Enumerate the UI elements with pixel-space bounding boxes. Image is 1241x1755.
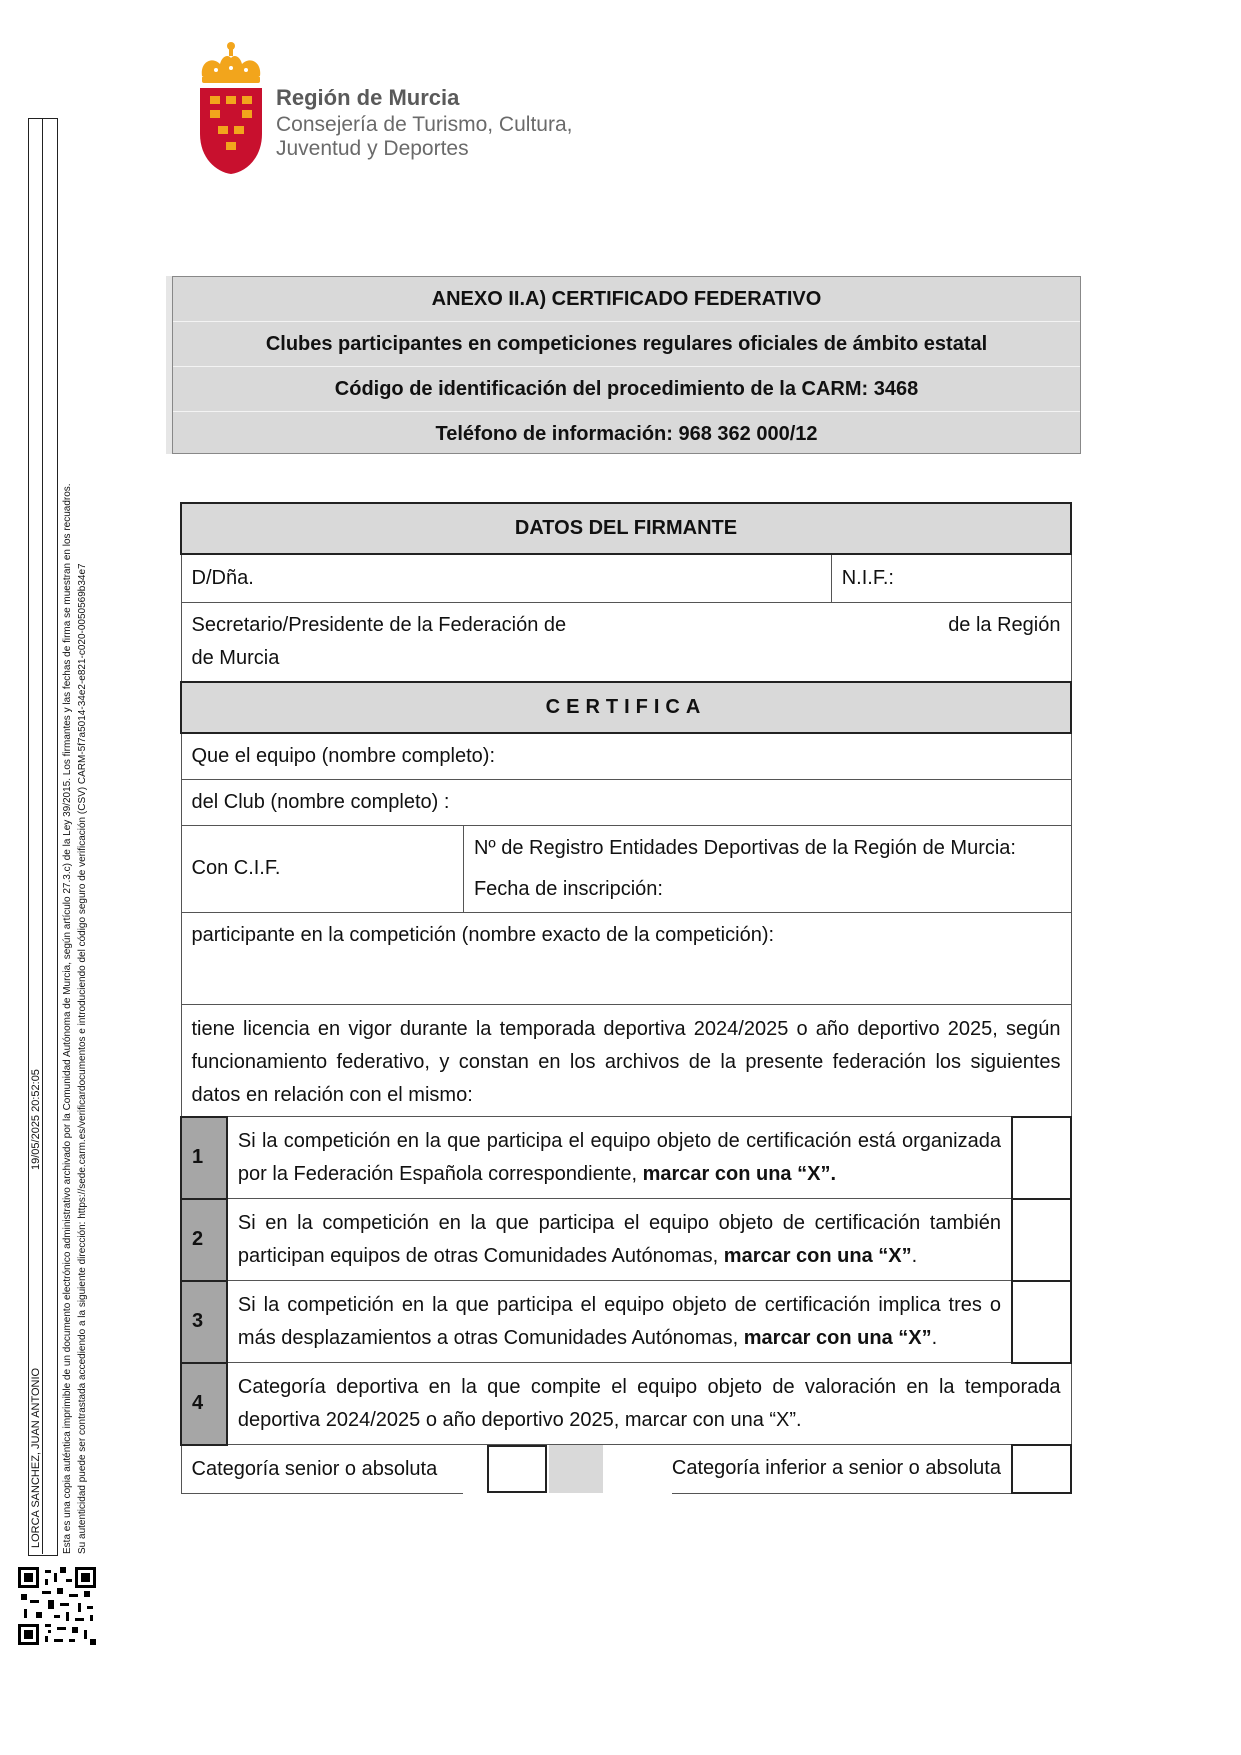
- qr-code-icon[interactable]: [18, 1567, 96, 1645]
- category-separator: [549, 1445, 603, 1493]
- item-3-text: Si la competición en la que participa el equipo objeto de certificación implica tres o más desplazamientos a otras Comunidades Autónomas, marcar con una “X”.: [227, 1281, 1012, 1363]
- signer-role-label: Secretario/Presidente de la Federación de: [191, 613, 567, 636]
- item-2-checkbox[interactable]: [1012, 1199, 1071, 1281]
- competition-name-field[interactable]: [181, 912, 1071, 1004]
- signer-name-field[interactable]: [181, 554, 831, 602]
- team-name-field[interactable]: [181, 733, 1071, 780]
- category-senior-label: Categoría senior o absoluta: [181, 1445, 463, 1494]
- section-signer-data: DATOS DEL FIRMANTE: [181, 503, 1071, 554]
- cif-label: Con C.I.F.: [191, 857, 281, 879]
- item-4-text: Categoría deportiva en la que compite el equipo objeto de valoración en la temporada deportiva 2024/2025 o año deportivo 2025, marcar con una “X”.: [227, 1363, 1071, 1445]
- document-header: [172, 276, 1081, 454]
- registration-date-label: Fecha de inscripción:: [473, 877, 663, 900]
- item-number: 3: [181, 1281, 227, 1363]
- category-senior-checkbox[interactable]: [487, 1445, 547, 1493]
- signer-role-field[interactable]: [181, 602, 1071, 682]
- org-dept-line1: Consejería de Turismo, Cultura,: [276, 113, 573, 136]
- item-3-checkbox[interactable]: [1012, 1281, 1071, 1363]
- item-number: 2: [181, 1199, 227, 1281]
- signer-role-region: de la Región: [948, 613, 1061, 636]
- organization-name-block: [276, 85, 572, 161]
- cif-field[interactable]: [181, 825, 463, 912]
- signer-nif-label: N.I.F.:: [841, 566, 894, 589]
- signer-nif-field[interactable]: [831, 554, 1071, 602]
- license-statement: tiene licencia en vigor durante la temporada deportiva 2024/2025 o año deportivo 2025, según funcionamiento federativo, y constan en los archivos de la presente federación los siguientes datos en relación con el mismo:: [181, 1004, 1071, 1117]
- certificate-form: [180, 502, 1072, 1494]
- signer-name-label: D/Dña.: [191, 566, 254, 589]
- annex-title: ANEXO II.A) CERTIFICADO FEDERATIVO: [173, 277, 1080, 322]
- signer-role-murcia: de Murcia: [191, 646, 280, 669]
- item-number: 4: [181, 1363, 227, 1445]
- side-signature-stamp: [28, 118, 58, 1556]
- club-name-label: del Club (nombre completo) :: [191, 790, 450, 813]
- procedure-code: Código de identificación del procedimiento de la CARM: 3468: [173, 367, 1080, 412]
- registry-field[interactable]: [463, 825, 1071, 912]
- club-name-field[interactable]: [181, 779, 1071, 825]
- info-phone: Teléfono de información: 968 362 000/12: [435, 423, 818, 445]
- category-inferior-checkbox[interactable]: [1012, 1445, 1071, 1494]
- side-signer-name: LORCA SANCHEZ, JUAN ANTONIO: [30, 1367, 42, 1548]
- org-name: Región de Murcia: [276, 85, 460, 110]
- item-2-text: Si en la competición en la que participa el equipo objeto de certificación también participan equipos de otras Comunidades Autónomas, marcar con una “X”.: [227, 1199, 1012, 1281]
- annex-subtitle: Clubes participantes en competiciones regulares oficiales de ámbito estatal: [173, 322, 1080, 367]
- item-number: 1: [181, 1117, 227, 1199]
- team-name-label: Que el equipo (nombre completo):: [191, 744, 495, 767]
- category-senior-cell: [463, 1445, 671, 1494]
- registry-label: Nº de Registro Entidades Deportivas de la Región de Murcia:: [473, 836, 1016, 859]
- category-inferior-label: Categoría inferior a senior o absoluta: [672, 1445, 1012, 1494]
- side-legal-text-2: Su autenticidad puede ser contrastada accediendo a la siguiente dirección: https://sede.carm.es/verificardocumentos e introduciendo del código seguro de verificación (CSV) CARM-5f7a5014-34e2-e821-c020-0050569b34e7: [77, 563, 88, 1554]
- org-dept-line2: Juventud y Deportes: [276, 137, 469, 160]
- competition-name-label: participante en la competición (nombre exacto de la competición):: [191, 923, 775, 946]
- section-certifica: CERTIFICA: [181, 682, 1071, 733]
- item-1-text: Si la competición en la que participa el equipo objeto de certificación está organizada por la Federación Española correspondiente, marcar con una “X”.: [227, 1117, 1012, 1199]
- region-murcia-crest-logo: [196, 42, 266, 176]
- side-sign-date: 19/05/2025 20:52:05: [30, 1069, 42, 1170]
- side-stamp-divider: [42, 118, 43, 1554]
- item-1-checkbox[interactable]: [1012, 1117, 1071, 1199]
- side-legal-text-1: Esta es una copia auténtica imprimible de un documento electrónico administrativo archivado por la Comunidad Autónoma de Murcia, según artículo 27.3.c) de la Ley 39/2015. Los firmantes y las fechas de firma se muestran en los recuadros.: [62, 483, 73, 1554]
